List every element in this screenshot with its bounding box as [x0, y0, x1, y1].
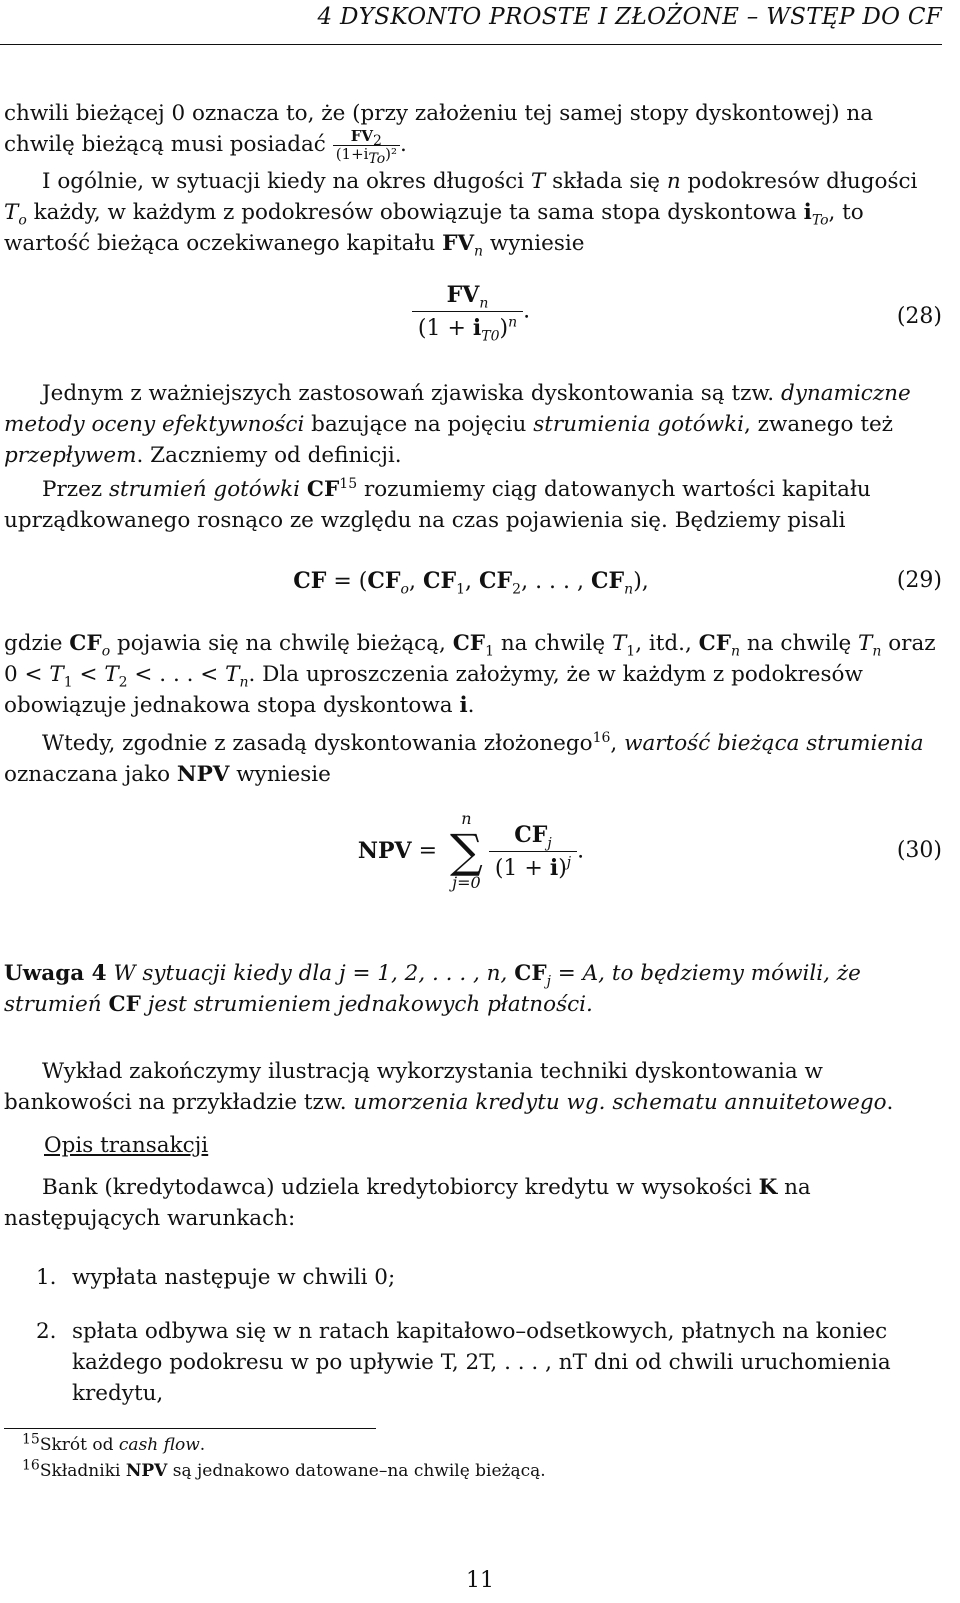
text: ,: [465, 569, 480, 594]
subscript: n: [872, 643, 882, 660]
math-symbol: T: [225, 662, 240, 687]
paragraph-2: [4, 166, 942, 259]
sigma-symbol: ∑: [450, 824, 483, 878]
text: ): [558, 855, 567, 881]
list-item: [36, 1262, 942, 1294]
text: rozumiemy ciąg datowanych wartości kapitału uprządkowanego rosnąco ze względu na czas pojawienia się. Będziemy pisali: [4, 477, 871, 533]
subscript: 2: [373, 133, 382, 149]
math-expression: j = 1, 2, . . . , n,: [338, 961, 508, 986]
text: ,: [408, 569, 423, 594]
text: (1 +: [494, 855, 550, 881]
text: podokresów długości: [680, 169, 918, 194]
math-symbol: T: [530, 169, 546, 194]
fraction-numerator: CF: [514, 821, 548, 848]
text: Składniki: [39, 1461, 126, 1481]
list-item: [36, 1316, 942, 1412]
equation-number: (30): [896, 838, 942, 863]
math-symbol: T: [4, 200, 19, 225]
subscript: 1: [456, 581, 466, 598]
text: = (: [326, 569, 368, 594]
text: bazujące na pojęciu: [304, 412, 534, 437]
subscript: To: [368, 151, 386, 167]
math-symbol: CF: [514, 961, 547, 986]
upper-limit: n: [461, 809, 472, 828]
math-symbol: i: [803, 200, 812, 225]
text: , . . . ,: [521, 569, 592, 594]
subscript: To: [811, 212, 829, 229]
math-symbol: CF: [422, 568, 457, 594]
remark-label: Uwaga 4: [4, 961, 107, 986]
superscript: n: [508, 314, 518, 331]
list-text: spłata odbywa się w n ratach kapitałowo–odsetkowych, płatnych na koniec każdego podokresu w po upływie T, 2T, . . . , nT dni od chwili uruchomienia kredytu,: [72, 1319, 891, 1406]
subscript: T0: [481, 328, 500, 345]
text: . Dla uproszczenia założymy, że w każdym z podokresów obowiązuje jednakowa stopa dyskontowa: [4, 662, 863, 718]
math-symbol: CF: [698, 631, 732, 656]
fraction: [489, 822, 577, 881]
math-symbol: n: [666, 169, 681, 194]
list-text: wypłata następuje w chwili 0;: [72, 1265, 396, 1290]
list-number: 2.: [36, 1319, 57, 1344]
emphasis: wartość bieżąca strumienia: [624, 731, 924, 756]
math-symbol: CF: [69, 631, 102, 656]
emphasis: przepływem: [4, 443, 137, 468]
text: gdzie: [4, 631, 70, 656]
remark-block: [4, 958, 942, 1020]
text: Wykład zakończymy ilustracją wykorzystania techniki dyskontowania w bankowości na przykładzie tzw.: [4, 1059, 823, 1115]
subscript: o: [101, 643, 111, 660]
text: W sytuacji kiedy dla: [106, 961, 339, 986]
text: są jednakowo datowane–na chwilę bieżącą.: [167, 1461, 546, 1481]
paragraph-4: [4, 474, 942, 536]
emphasis: cash flow: [118, 1435, 200, 1455]
text: Przez: [42, 477, 109, 502]
math-symbol: NPV: [176, 762, 230, 787]
subscript: j: [546, 973, 551, 990]
emphasis: strumień gotówki: [108, 477, 301, 502]
header-rule: [0, 44, 942, 45]
fraction-numerator: FV: [350, 127, 374, 145]
fraction-denominator: (1+i: [335, 145, 369, 163]
subscript: n: [624, 581, 634, 598]
text: pojawia się na chwilę bieżącą,: [110, 631, 453, 656]
equation-28: [0, 282, 942, 358]
equation-number: (29): [896, 568, 942, 593]
footnote-15: [22, 1431, 942, 1456]
footnote-rule: [4, 1428, 376, 1429]
math-symbol: CF: [591, 568, 625, 594]
math-symbol: NPV: [125, 1461, 168, 1481]
text: Skrót od: [39, 1435, 119, 1455]
paragraph-3: [4, 378, 942, 471]
text: .: [577, 838, 585, 864]
subscript: 1: [626, 643, 636, 660]
text: ,: [610, 731, 625, 756]
text: na chwilę: [740, 631, 859, 656]
paragraph-7: [4, 1056, 942, 1118]
text: .: [199, 1435, 206, 1455]
superscript: j: [566, 854, 572, 871]
equation-number: (28): [896, 304, 942, 329]
paragraph-6: [4, 728, 942, 790]
math-symbol: i: [549, 854, 559, 881]
fraction: [412, 282, 523, 345]
text: , itd.,: [635, 631, 699, 656]
math-symbol: T: [611, 631, 627, 656]
footnote-mark: 15: [339, 475, 358, 492]
paragraph-8: [4, 1172, 942, 1234]
text: , to wartość bieżąca oczekiwanego kapitału: [4, 200, 864, 256]
math-symbol: NPV: [357, 838, 412, 864]
math-symbol: CF: [479, 568, 513, 594]
text: ),: [633, 569, 649, 594]
math-symbol: i: [472, 315, 482, 341]
subscript: n: [474, 243, 484, 260]
math-symbol: CF: [293, 568, 327, 594]
text: .: [400, 132, 407, 157]
list-number: 1.: [36, 1265, 57, 1290]
math-symbol: FV: [442, 231, 475, 256]
math-symbol: T: [104, 662, 119, 687]
math-symbol: CF: [452, 631, 486, 656]
subscript: 1: [485, 643, 494, 660]
text: (1 +: [417, 316, 473, 341]
math-symbol: CF: [367, 568, 401, 594]
text: < . . . <: [127, 662, 226, 687]
subscript: 2: [118, 674, 128, 691]
fraction-numerator: FV: [446, 282, 480, 308]
section-heading: [44, 1130, 942, 1161]
running-header: 4 DYSKONTO PROSTE I ZŁOŻONE – WSTĘP DO CF: [317, 4, 942, 30]
summation: [450, 810, 483, 892]
text: na chwilę: [494, 631, 612, 656]
subscript: n: [731, 643, 741, 660]
text: <: [72, 662, 105, 687]
emphasis: umorzenia kredytu wg. schematu annuitetowego: [353, 1090, 887, 1115]
subscript: o: [400, 581, 409, 598]
text: oraz 0 <: [4, 631, 936, 687]
equation-29: [0, 568, 942, 604]
text: =: [411, 838, 444, 864]
subscript: n: [239, 674, 249, 691]
text: składa się: [545, 169, 667, 194]
inline-fraction: [333, 127, 400, 167]
math-symbol: CF: [108, 992, 141, 1017]
lower-limit: j=0: [452, 873, 481, 892]
footnote-mark: 16: [22, 1457, 40, 1474]
subscript: j: [547, 834, 552, 851]
emphasis: strumienia gotówki: [533, 412, 744, 437]
subscript: n: [479, 295, 489, 312]
text: Wtedy, zgodnie z zasadą dyskontowania złożonego: [42, 731, 593, 756]
math-symbol: T: [49, 662, 64, 687]
math-symbol: i: [459, 693, 468, 718]
text: , zwanego też: [743, 412, 894, 437]
text: każdy, w każdym z podokresów obowiązuje ta sama stopa dyskontowa: [26, 200, 804, 225]
text: Bank (kredytodawca) udziela kredytobiorcy kredytu w wysokości: [42, 1175, 759, 1200]
text: na następujących warunkach:: [4, 1175, 811, 1231]
subscript: 1: [63, 674, 73, 691]
text: .: [523, 298, 531, 324]
text: oznaczana jako: [4, 762, 177, 787]
text: = A, to będziemy mówili, że strumień: [4, 961, 861, 1017]
text: wyniesie: [229, 762, 331, 787]
math-symbol: T: [858, 631, 873, 656]
text: I ogólnie, w sytuacji kiedy na okres długości: [42, 169, 531, 194]
text: ): [499, 316, 509, 341]
math-symbol: CF: [306, 477, 340, 502]
emphasis: dynamiczne metody oceny efektywności: [4, 381, 911, 437]
text: chwili bieżącej 0 oznacza to, że (przy założeniu tej samej stopy dyskontowej) na chwilę bieżącą musi posiadać: [4, 101, 874, 157]
math-symbol: K: [758, 1175, 778, 1200]
text: .: [886, 1090, 894, 1115]
text: Jednym z ważniejszych zastosowań zjawiska dyskontowania są tzw.: [42, 381, 781, 406]
paragraph-5: [4, 628, 942, 721]
text: .: [467, 693, 475, 718]
paragraph-1: [4, 98, 942, 167]
text: wyniesie: [483, 231, 585, 256]
text: [300, 477, 307, 502]
footnote-16: [22, 1457, 942, 1482]
text: . Zaczniemy od definicji.: [136, 443, 402, 468]
footnote-mark: 15: [22, 1431, 40, 1448]
footnote-mark: 16: [592, 729, 611, 746]
subscript: o: [18, 212, 27, 229]
section-title: Opis transakcji: [44, 1133, 209, 1158]
subscript: 2: [512, 581, 522, 598]
text: )²: [385, 145, 398, 163]
page-number: 11: [466, 1568, 494, 1593]
text: jest strumieniem jednakowych płatności.: [140, 992, 593, 1017]
equation-30: [0, 810, 942, 900]
